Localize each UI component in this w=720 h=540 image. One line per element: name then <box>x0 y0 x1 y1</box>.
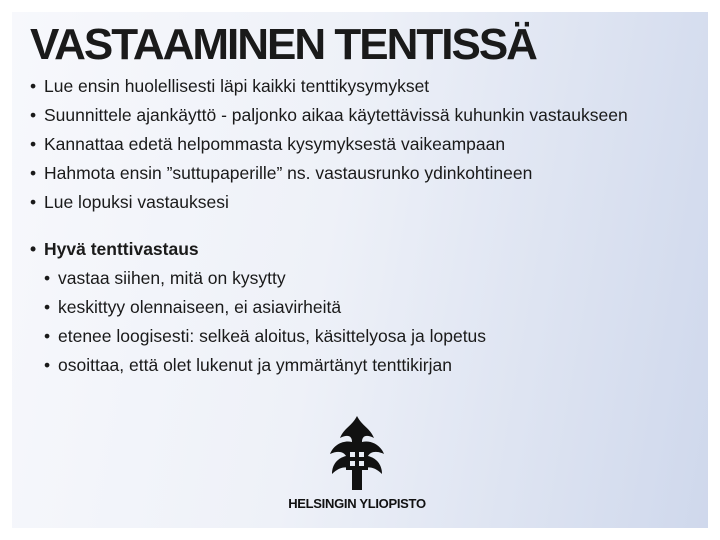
bullet-item: • Kannattaa edetä helpommasta kysymyksestä vaikeampaan <box>30 134 690 154</box>
university-logo <box>262 414 452 514</box>
bullet-item: • Suunnittele ajankäyttö - paljonko aikaa käytettävissä kuhunkin vastaukseen <box>30 105 690 125</box>
sub-bullet-item: • vastaa siihen, mitä on kysytty <box>44 268 690 288</box>
logo-text: HELSINGIN YLIOPISTO <box>288 496 426 511</box>
sub-bullet-item: • etenee loogisesti: selkeä aloitus, käsittelyosa ja lopetus <box>44 326 690 346</box>
sub-bullet-list <box>44 268 690 375</box>
bullet-item: • Hahmota ensin ”suttupaperille” ns. vastausrunko ydinkohtineen <box>30 163 690 183</box>
helsinki-university-flame-icon <box>322 414 392 492</box>
slide-title: VASTAAMINEN TENTISSÄ <box>30 20 536 69</box>
section-bullet <box>30 239 690 375</box>
section-heading: Hyvä tenttivastaus <box>44 239 199 259</box>
bullet-item: • Lue ensin huolellisesti läpi kaikki tenttikysymykset <box>30 76 690 96</box>
bullet-list <box>30 76 690 384</box>
slide <box>12 12 708 528</box>
sub-bullet-item: • osoittaa, että olet lukenut ja ymmärtänyt tenttikirjan <box>44 355 690 375</box>
sub-bullet-item: • keskittyy olennaiseen, ei asiavirheitä <box>44 297 690 317</box>
bullet-item: • Lue lopuksi vastauksesi <box>30 192 690 212</box>
